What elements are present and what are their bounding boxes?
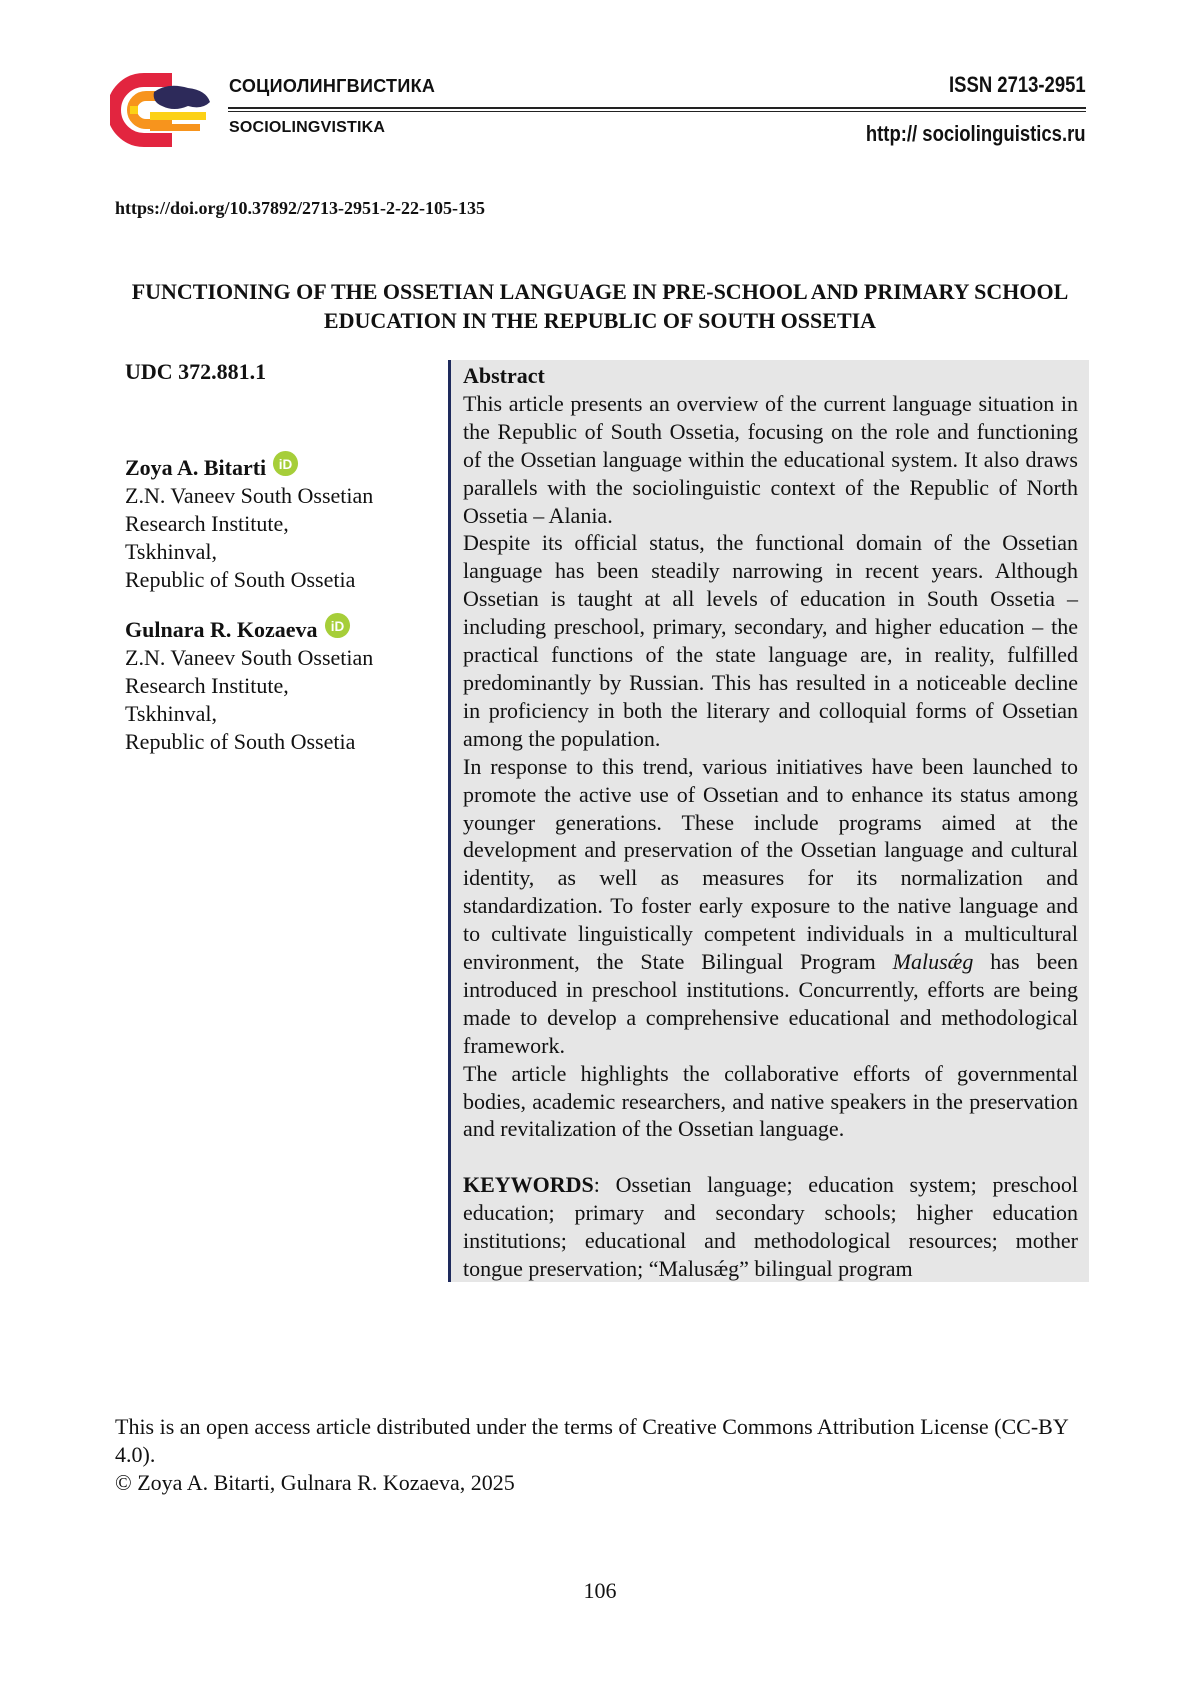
abstract-paragraph: This article presents an overview of the current language situation in the Republic of South Ossetia, focusing on the role and functioning of the Ossetian language within the educational system. It also draws parallels with the sociolinguistic context of the Republic of North Ossetia – Alania. (463, 390, 1078, 528)
license-text: This is an open access article distributed under the terms of Creative Commons Attribution License (CC-BY 4.0). (115, 1414, 1068, 1467)
svg-text:iD: iD (278, 456, 293, 472)
keywords-label: KEYWORDS (463, 1172, 594, 1198)
affiliation-line: Z.N. Vaneev South Ossetian (125, 644, 374, 670)
affiliation-line: Republic of South Ossetia (125, 566, 356, 592)
journal-title-latin: SOCIOLINGVISTIKA (229, 119, 386, 136)
issn: ISSN 2713-2951 (949, 72, 1086, 97)
abstract-heading: Abstract (463, 363, 545, 388)
copyright-text: © Zoya A. Bitarti, Gulnara R. Kozaeva, 2025 (115, 1470, 515, 1495)
affiliation-line: Republic of South Ossetia (125, 728, 356, 754)
author-name: Gulnara R. Kozaeva (125, 616, 318, 642)
page-number: 106 (583, 1578, 617, 1603)
abstract-text: In response to this trend, various initiatives have been launched to promote the active use of Ossetian and to enhance its status among younger generations. These include programs aimed at the development and preservation of the Ossetian language and cultural identity, as well as measures for its normalization and standardization. To foster early exposure to the native language and to cultivate linguistically competent individuals in a multicultural environment, the State Bilingual Program (463, 753, 1078, 975)
abstract-paragraph (463, 753, 1078, 1060)
header-rule-thin (228, 111, 1086, 112)
affiliation-line: Tskhinval, (125, 538, 217, 564)
abstract-text: has been introduced in preschool institutions. Concurrently, efforts are being made to develop a comprehensive educational and methodological framework. (463, 949, 1078, 1058)
affiliation-line: Research Institute, (125, 672, 289, 698)
author-1 (125, 450, 415, 594)
abstract-paragraph: The article highlights the collaborative efforts of governmental bodies, academic researchers, and native speakers in the preservation and revitalization of the Ossetian language. (463, 1060, 1078, 1142)
abstract-panel (448, 360, 1089, 1282)
affiliation-line: Research Institute, (125, 510, 289, 536)
program-name: Malusǽg (892, 949, 974, 975)
author-2 (125, 612, 415, 756)
udc-code: UDC 372.881.1 (125, 359, 267, 384)
license-notice (115, 1413, 1095, 1497)
orcid-icon[interactable] (324, 612, 351, 639)
doi-link[interactable]: https://doi.org/10.37892/2713-2951-2-22-105-135 (115, 198, 485, 218)
keywords-list: : Ossetian language; education system; preschool education; primary and secondary schools; higher education institutions; educational and methodological resources; mother tongue preservation; “Malusǽg” bilingual program (463, 1172, 1078, 1281)
svg-text:iD: iD (330, 618, 344, 634)
journal-logo (110, 72, 212, 148)
keywords (463, 1171, 1078, 1283)
article-title: FUNCTIONING OF THE OSSETIAN LANGUAGE IN PRE-SCHOOL AND PRIMARY SCHOOL EDUCATION IN THE REPUBLIC OF SOUTH OSSETIA (131, 279, 1069, 333)
author-name: Zoya A. Bitarti (125, 454, 267, 480)
abstract-paragraph: Despite its official status, the functional domain of the Ossetian language has been steadily narrowing in recent years. Although Ossetian is taught at all levels of education in South Ossetia – including preschool, primary, secondary, and higher education – the practical functions of the state language are, in reality, fulfilled predominantly by Russian. This has resulted in a noticeable decline in proficiency in both the literary and colloquial forms of Ossetian among the population. (463, 530, 1078, 751)
orcid-icon[interactable] (272, 450, 299, 477)
journal-website-link[interactable]: http:// sociolinguistics.ru (866, 121, 1086, 146)
journal-title-russian: СОЦИОЛИНГВИСТИКА (229, 76, 436, 96)
header-rule (228, 107, 1086, 109)
affiliation-line: Tskhinval, (125, 700, 217, 726)
author-column (125, 358, 415, 774)
affiliation-line: Z.N. Vaneev South Ossetian (125, 482, 374, 508)
